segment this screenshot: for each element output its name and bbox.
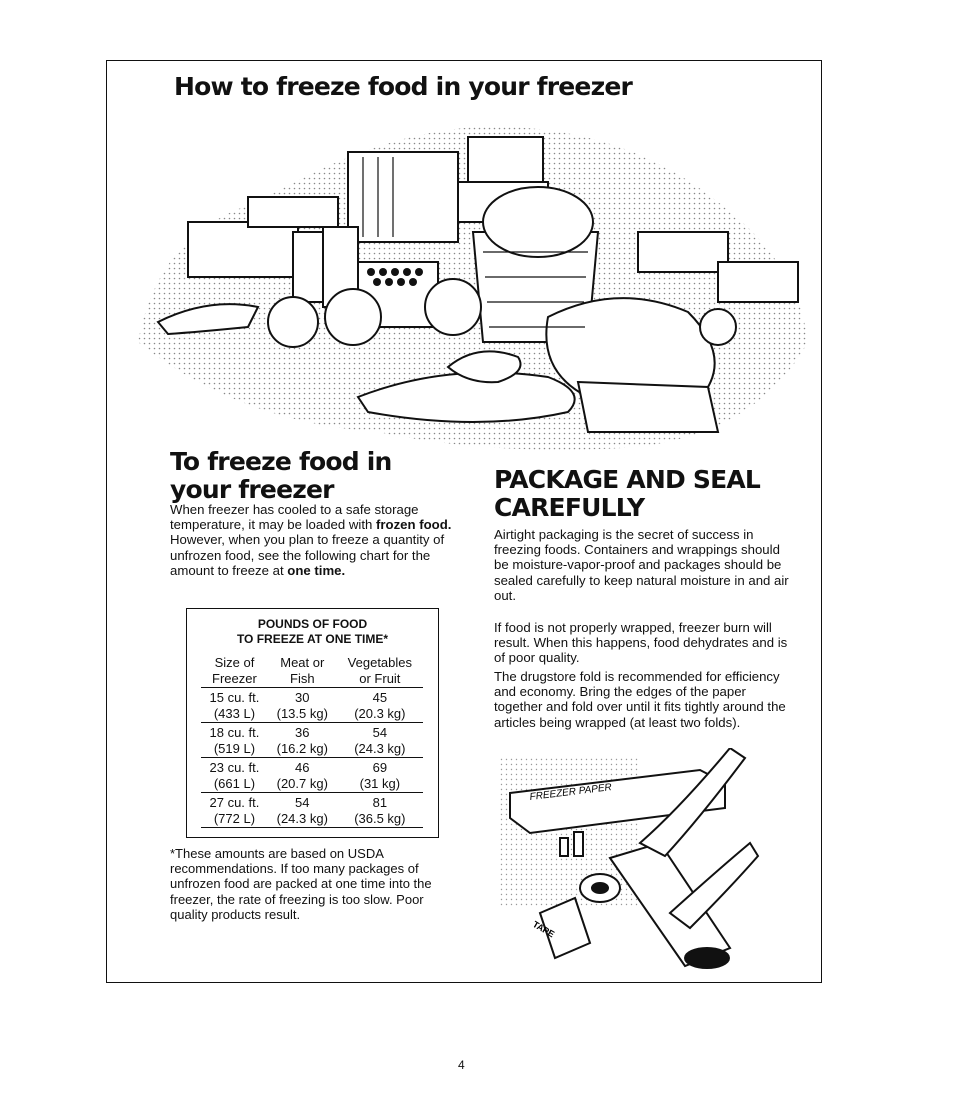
table-cell: 18 cu. ft. bbox=[209, 725, 260, 740]
table-title-line1: POUNDS OF FOOD bbox=[257, 617, 368, 631]
table-cell: 81 bbox=[372, 795, 388, 810]
table-cell: (519 L) bbox=[201, 741, 268, 758]
table-row bbox=[201, 811, 423, 828]
table-cell: (13.5 kg) bbox=[268, 706, 337, 723]
col-header-meat-2: Fish bbox=[268, 671, 337, 688]
table-cell: (31 kg) bbox=[337, 776, 423, 793]
table-cell: 54 bbox=[372, 725, 388, 740]
intro-bold-one-time: one time. bbox=[287, 562, 346, 578]
table-cell: 30 bbox=[295, 690, 310, 705]
table-cell: (433 L) bbox=[201, 706, 268, 723]
table-cell: (24.3 kg) bbox=[337, 741, 423, 758]
table-cell: 23 cu. ft. bbox=[209, 760, 260, 775]
table-row bbox=[201, 706, 423, 723]
table-cell: 46 bbox=[295, 760, 310, 775]
table-cell: 54 bbox=[295, 795, 310, 810]
section-heading-freeze-food: To freeze food in your freezer bbox=[170, 447, 392, 504]
table-row bbox=[201, 688, 423, 706]
table-row bbox=[201, 793, 423, 811]
section-heading-package-seal: PACKAGE AND SEAL CAREFULLY bbox=[494, 465, 761, 522]
freeze-intro-text bbox=[170, 502, 460, 578]
tape-label: TAPE bbox=[531, 919, 557, 940]
package-paragraph-1: Airtight packaging is the secret of success in freezing foods. Containers and wrappings should be moisture-vapor-proof and packages should be sealed carefully to keep natural moisture in and air out. bbox=[494, 527, 789, 603]
col-header-size: Size of bbox=[214, 655, 255, 670]
page-title: How to freeze food in your freezer bbox=[174, 72, 633, 101]
table-row bbox=[201, 758, 423, 776]
col-header-veg-2: or Fruit bbox=[337, 671, 423, 688]
table-cell: (24.3 kg) bbox=[268, 811, 337, 828]
table-cell: (20.3 kg) bbox=[337, 706, 423, 723]
table-title-line2: TO FREEZE AT ONE TIME* bbox=[236, 632, 389, 646]
table-row bbox=[201, 741, 423, 758]
wrapping-illustration bbox=[500, 748, 792, 976]
table-cell: (20.7 kg) bbox=[268, 776, 337, 793]
table-cell: (16.2 kg) bbox=[268, 741, 337, 758]
col-header-meat: Meat or bbox=[280, 655, 325, 670]
table-cell: 15 cu. ft. bbox=[209, 690, 260, 705]
col-header-veg: Vegetables bbox=[347, 655, 413, 670]
page-number: 4 bbox=[458, 1058, 465, 1072]
table-row bbox=[201, 776, 423, 793]
intro-bold-frozen-food: frozen food. bbox=[375, 517, 452, 533]
table-cell: (661 L) bbox=[201, 776, 268, 793]
freeze-amount-table bbox=[201, 655, 423, 828]
freezer-paper-label: FREEZER PAPER bbox=[529, 781, 613, 803]
frozen-food-illustration bbox=[118, 112, 808, 457]
package-paragraph-3: The drugstore fold is recommended for efficiency and economy. Bring the edges of the paper together and fold over until it fits tightly around the articles being wrapped (at least two folds). bbox=[494, 669, 786, 730]
freeze-amount-table-box bbox=[186, 608, 439, 838]
intro-text-part2: However, when you plan to freeze a quantity of unfrozen food, see the following chart for the amount to freeze at bbox=[170, 532, 445, 578]
intro-text-part1: When freezer has cooled to a safe storage temperature, it may be loaded with bbox=[170, 502, 419, 533]
table-footnote: *These amounts are based on USDA recommendations. If too many packages of unfrozen food are packed at one time into the freezer, the rate of freezing is too slow. Poor quality products result. bbox=[170, 846, 432, 922]
table-row bbox=[201, 723, 423, 741]
table-cell: 45 bbox=[372, 690, 388, 705]
table-cell: 27 cu. ft. bbox=[209, 795, 260, 810]
package-paragraph-2: If food is not properly wrapped, freezer burn will result. When this happens, food dehydrates and is of poor quality. bbox=[494, 620, 788, 666]
table-cell: 36 bbox=[295, 725, 310, 740]
table-title bbox=[187, 617, 438, 647]
table-cell: 69 bbox=[372, 760, 388, 775]
table-cell: (36.5 kg) bbox=[337, 811, 423, 828]
table-cell: (772 L) bbox=[201, 811, 268, 828]
col-header-size-2: Freezer bbox=[201, 671, 268, 688]
